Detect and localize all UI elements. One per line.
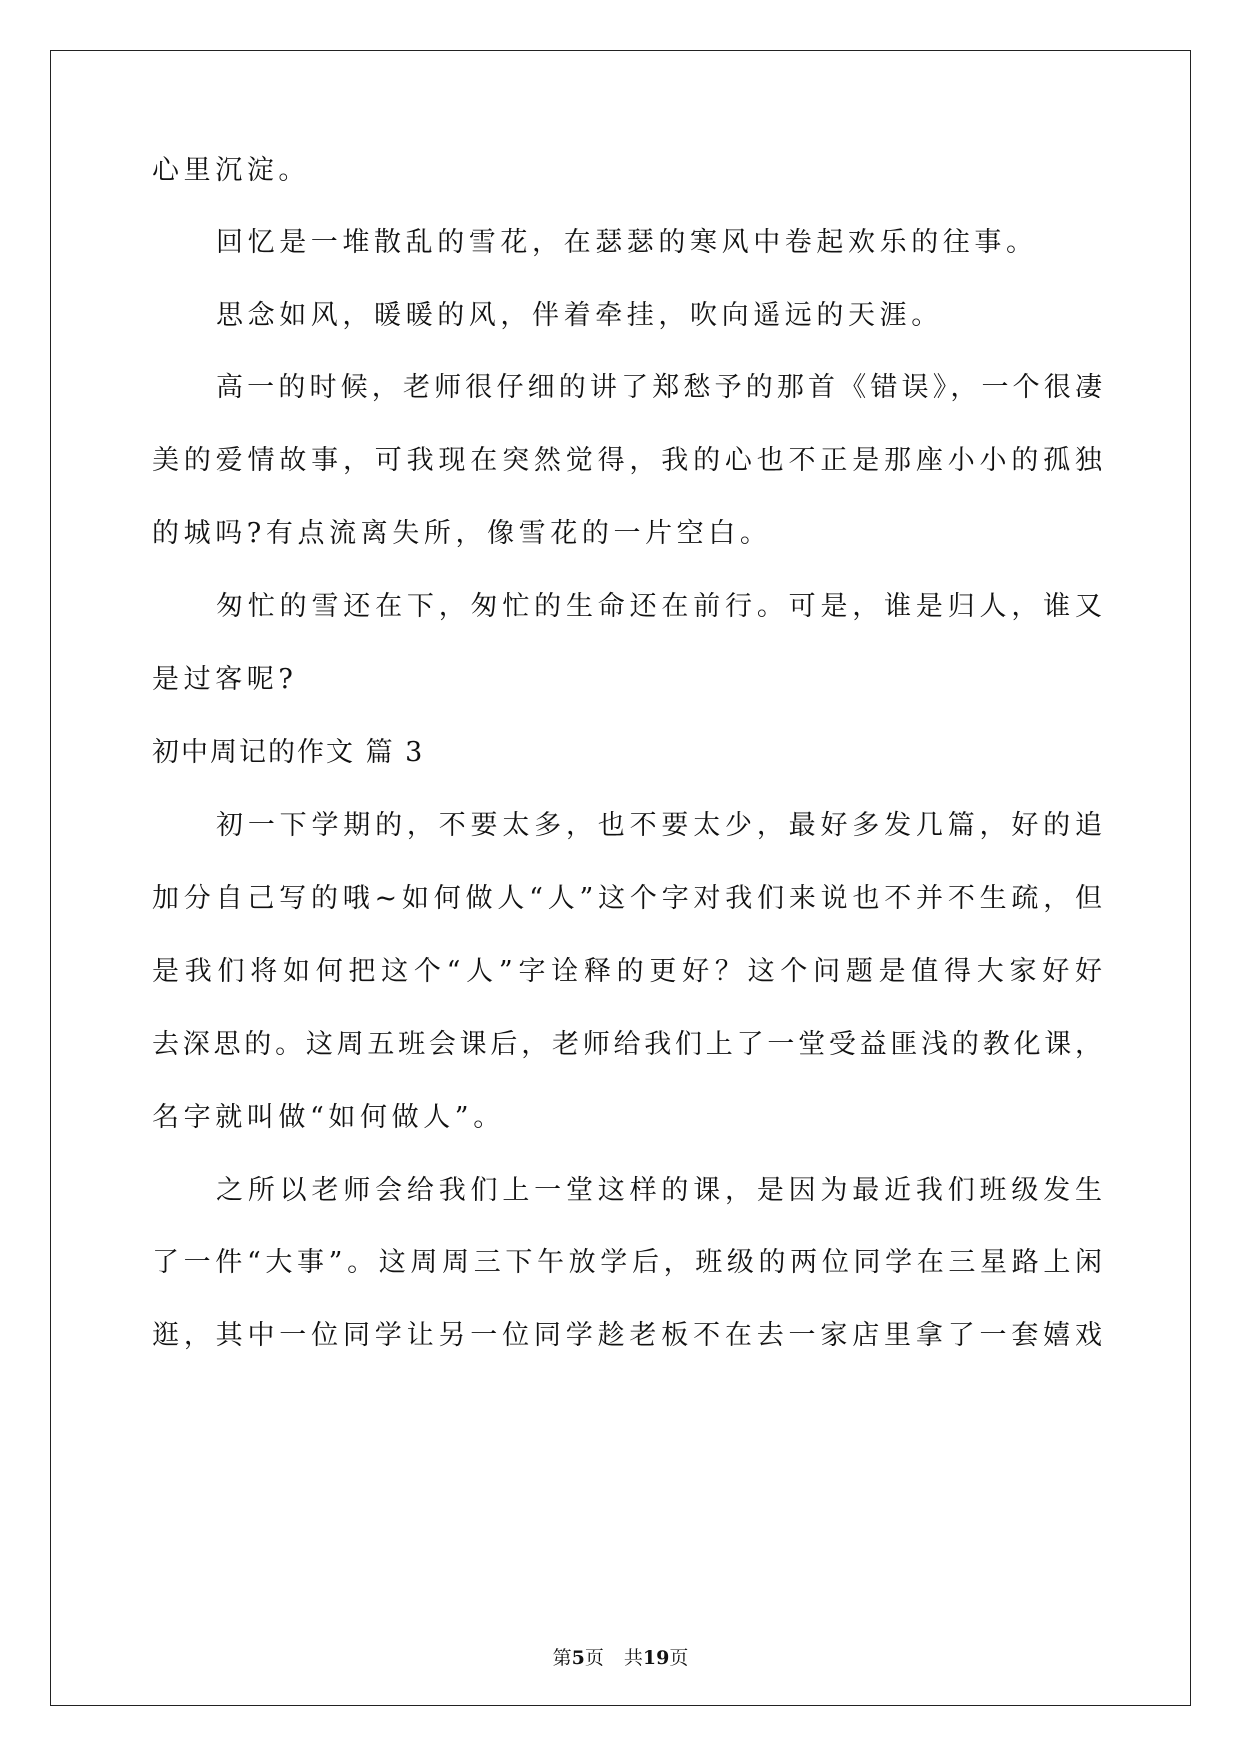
paragraph-line: 美的爱情故事，可我现在突然觉得，我的心也不正是那座小小的孤独 [152, 445, 1102, 476]
paragraph-line: 是过客呢? [152, 664, 298, 695]
paragraph-line: 的城吗?有点流离失所，像雪花的一片空白。 [152, 518, 772, 549]
paragraph-line: 初一下学期的，不要太多，也不要太少，最好多发几篇，好的追 [216, 810, 1102, 841]
paragraph-line: 高一的时候，老师很仔细的讲了郑愁予的那首《错误》，一个很凄 [216, 372, 1102, 403]
paragraph-line: 之所以老师会给我们上一堂这样的课，是因为最近我们班级发生 [216, 1175, 1102, 1206]
paragraph-line: 是我们将如何把这个“人”字诠释的更好？这个问题是值得大家好好 [152, 956, 1102, 987]
paragraph-line: 匆忙的雪还在下，匆忙的生命还在前行。可是，谁是归人，谁又 [216, 591, 1102, 622]
paragraph-line: 逛，其中一位同学让另一位同学趁老板不在去一家店里拿了一套嬉戏 [152, 1320, 1102, 1351]
total-suffix: 页 [669, 1647, 689, 1669]
paragraph-line: 名字就叫做“如何做人”。 [152, 1102, 505, 1133]
page-prefix: 第 [552, 1647, 572, 1669]
page-footer [0, 1646, 1241, 1670]
paragraph-line: 加分自己写的哦~如何做人“人”这个字对我们来说也不并不生疏，但 [152, 883, 1102, 914]
paragraph-line: 回忆是一堆散乱的雪花，在瑟瑟的寒风中卷起欢乐的往事。 [216, 227, 1038, 258]
total-prefix: 共 [623, 1647, 643, 1669]
section-heading: 初中周记的作文 篇 3 [152, 737, 425, 768]
paragraph-line: 思念如风，暖暖的风，伴着牵挂，吹向遥远的天涯。 [216, 300, 943, 331]
total-pages: 19 [642, 1647, 670, 1669]
paragraph-line: 了一件“大事”。这周周三下午放学后，班级的两位同学在三星路上闲 [152, 1247, 1102, 1278]
page-number: 5 [571, 1647, 585, 1669]
paragraph-line: 去深思的。这周五班会课后，老师给我们上了一堂受益匪浅的教化课， [152, 1029, 1102, 1060]
page-suffix: 页 [584, 1647, 604, 1669]
paragraph-line: 心里沉淀。 [152, 155, 310, 186]
